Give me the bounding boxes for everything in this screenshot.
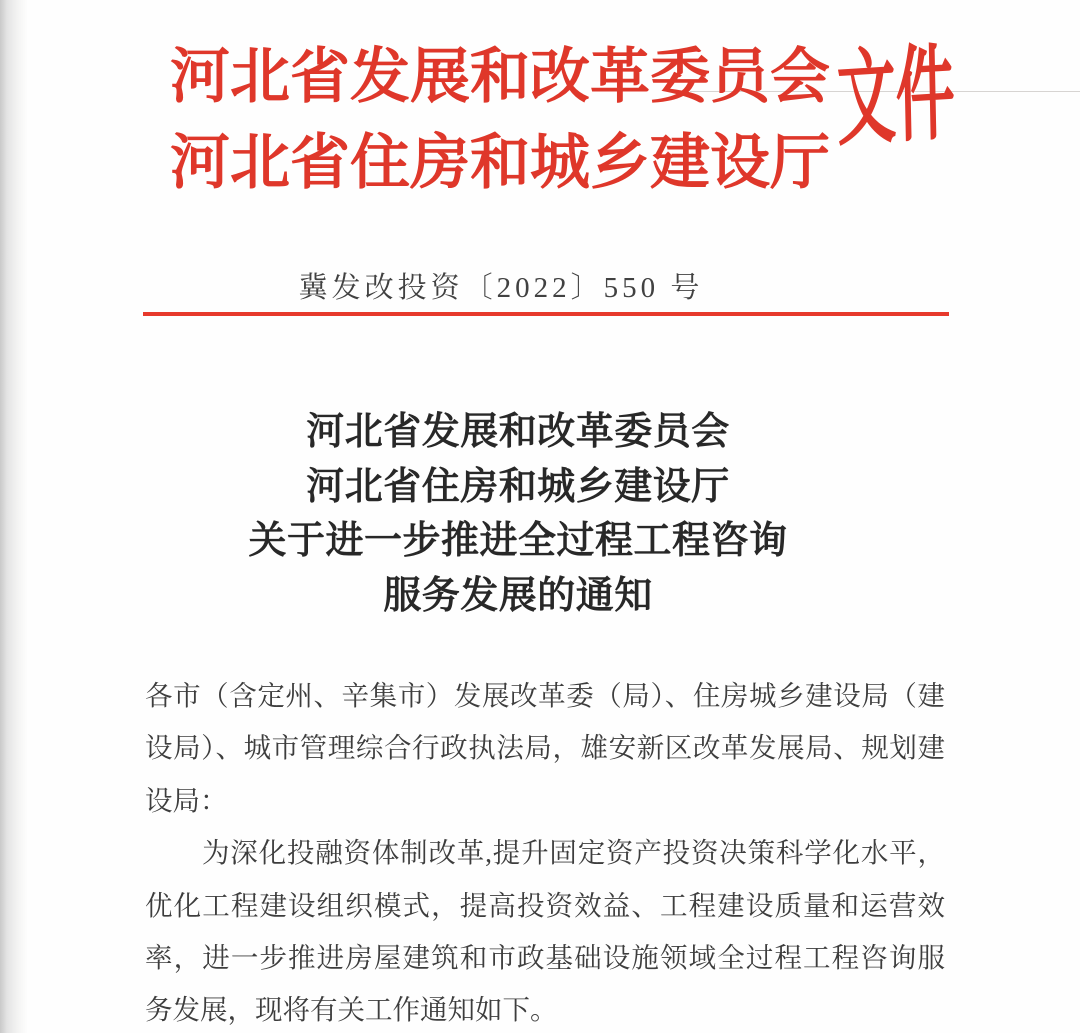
red-separator-rule bbox=[143, 312, 949, 316]
addressee-line-1: 各市（含定州、辛集市）发展改革委（局）、住房城乡建设局（建 bbox=[145, 680, 945, 711]
doc-type-label: 文件 bbox=[835, 37, 956, 160]
paragraph-line-4: 务发展，现将有关工作通知如下。 bbox=[145, 994, 558, 1026]
title-line-3: 关于进一步推进全过程工程咨询 bbox=[248, 520, 788, 563]
document-title bbox=[0, 405, 1036, 623]
red-letterhead bbox=[170, 34, 830, 206]
title-line-1: 河北省发展和改革委员会 bbox=[306, 411, 730, 453]
paragraph-line-2: 优化工程建设组织模式，提高投资效益、工程建设质量和运营效 bbox=[145, 889, 945, 921]
document-reference-number: 冀发改投资〔2022〕550 号 bbox=[298, 272, 704, 304]
agency-name-line-2: 河北省住房和城乡建设厅 bbox=[170, 130, 830, 196]
paragraph-line-1: 为深化投融资体制改革,提升固定资产投资决策科学化水平， bbox=[202, 837, 945, 869]
agency-name-line-1: 河北省发展和改革委员会 bbox=[170, 44, 830, 110]
addressee-line-3: 设局： bbox=[145, 784, 228, 816]
addressee-line-2: 设局）、城市管理综合行政执法局，雄安新区改革发展局、规划建 bbox=[145, 732, 945, 764]
title-line-2: 河北省住房和城乡建设厅 bbox=[306, 465, 730, 508]
paragraph-line-3: 率，进一步推进房屋建筑和市政基础设施领域全过程工程咨询服 bbox=[145, 942, 945, 974]
document-body bbox=[145, 670, 945, 1033]
title-line-4: 服务发展的通知 bbox=[383, 574, 653, 617]
